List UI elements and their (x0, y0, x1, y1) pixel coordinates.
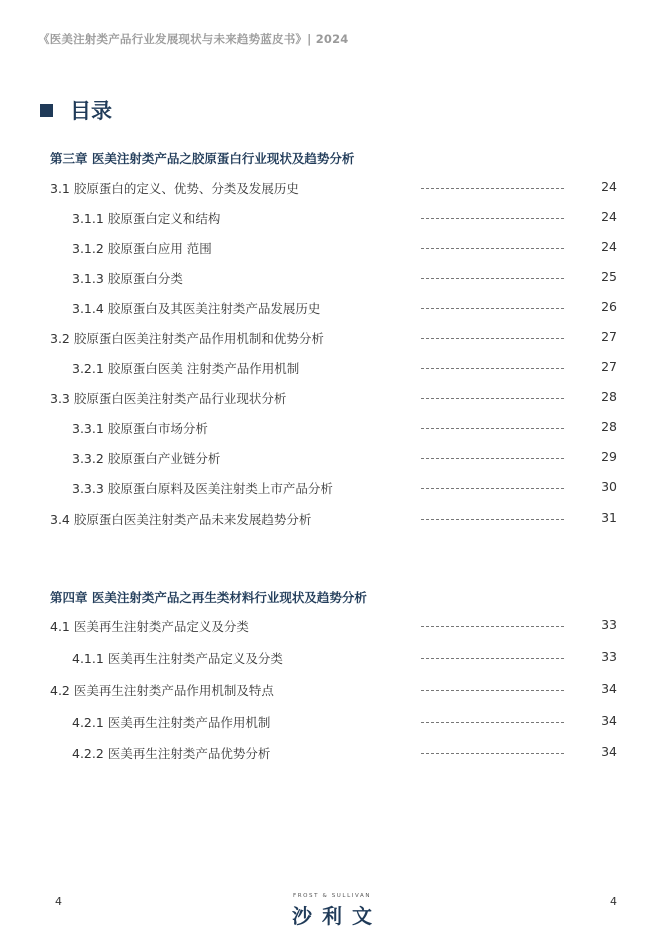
dotted-leader (421, 398, 564, 399)
toc-entry[interactable] (0, 649, 665, 669)
toc-heading (40, 95, 112, 125)
entry-text: 医美再生注射类产品作用机制 (107, 715, 271, 730)
entry-number: 3.1.3 (72, 271, 104, 286)
toc-entry[interactable] (0, 299, 665, 319)
dotted-leader (421, 308, 564, 309)
entry-number: 3.2.1 (72, 361, 104, 376)
entry-text: 胶原蛋白的定义、优势、分类及发展历史 (73, 181, 299, 196)
entry-page: 27 (601, 359, 617, 374)
frost-sullivan-logo (282, 893, 382, 929)
entry-number: 3.3.3 (72, 481, 104, 496)
dotted-leader (421, 188, 564, 189)
dotted-leader (421, 248, 564, 249)
dotted-leader (421, 488, 564, 489)
footer-page-number-right: 4 (610, 895, 617, 908)
toc-entry[interactable] (0, 239, 665, 259)
toc-heading-text: 目录 (70, 99, 112, 123)
dotted-leader (421, 519, 564, 520)
dotted-leader (421, 626, 564, 627)
entry-number: 3.3.1 (72, 421, 104, 436)
document-header: 《医美注射类产品行业发展现状与未来趋势蓝皮书》| 2024 (38, 32, 349, 46)
dotted-leader (421, 690, 564, 691)
logo-chinese: 沙利文 (292, 904, 382, 928)
heading-square-icon (40, 104, 53, 117)
entry-number: 3.1.1 (72, 211, 104, 226)
entry-page: 34 (601, 713, 617, 728)
entry-page: 28 (601, 389, 617, 404)
dotted-leader (421, 658, 564, 659)
dotted-leader (421, 218, 564, 219)
footer-page-number-left: 4 (55, 895, 62, 908)
entry-text: 胶原蛋白及其医美注射类产品发展历史 (107, 301, 321, 316)
dotted-leader (421, 368, 564, 369)
toc-entry[interactable] (0, 479, 665, 499)
toc-entry[interactable] (0, 269, 665, 289)
toc-entry[interactable] (0, 681, 665, 701)
dotted-leader (421, 458, 564, 459)
entry-text: 医美再生注射类产品定义及分类 (107, 651, 283, 666)
entry-page: 25 (601, 269, 617, 284)
entry-number: 4.2.2 (72, 746, 104, 761)
entry-number: 4.2 (50, 683, 70, 698)
entry-number: 3.3.2 (72, 451, 104, 466)
dotted-leader (421, 278, 564, 279)
entry-number: 3.1.2 (72, 241, 104, 256)
toc-entry[interactable] (0, 449, 665, 469)
entry-number: 3.1.4 (72, 301, 104, 316)
entry-number: 3.2 (50, 331, 70, 346)
toc-entry[interactable] (0, 389, 665, 409)
chapter-title: 第四章 医美注射类产品之再生类材料行业现状及趋势分析 (50, 590, 367, 605)
entry-text: 医美再生注射类产品优势分析 (107, 746, 271, 761)
entry-page: 24 (601, 239, 617, 254)
entry-number: 4.2.1 (72, 715, 104, 730)
logo-english: FROST & SULLIVAN (292, 893, 372, 899)
entry-page: 29 (601, 449, 617, 464)
entry-page: 31 (601, 510, 617, 525)
entry-text: 胶原蛋白医美注射类产品作用机制和优势分析 (73, 331, 324, 346)
toc-entry[interactable] (0, 179, 665, 199)
entry-page: 26 (601, 299, 617, 314)
entry-page: 27 (601, 329, 617, 344)
dotted-leader (421, 753, 564, 754)
toc-entry[interactable] (0, 744, 665, 764)
entry-number: 4.1 (50, 619, 70, 634)
entry-number: 3.1 (50, 181, 70, 196)
toc-entry[interactable] (0, 617, 665, 637)
entry-page: 30 (601, 479, 617, 494)
entry-text: 医美再生注射类产品定义及分类 (73, 619, 249, 634)
entry-page: 33 (601, 617, 617, 632)
toc-entry[interactable] (0, 419, 665, 439)
entry-text: 胶原蛋白医美 注射类产品作用机制 (107, 361, 300, 376)
entry-text: 胶原蛋白医美注射类产品未来发展趋势分析 (73, 512, 312, 527)
entry-number: 3.4 (50, 512, 70, 527)
entry-text: 胶原蛋白分类 (107, 271, 183, 286)
chapter-title: 第三章 医美注射类产品之胶原蛋白行业现状及趋势分析 (50, 151, 355, 166)
entry-text: 胶原蛋白定义和结构 (107, 211, 221, 226)
toc-entry[interactable] (0, 329, 665, 349)
entry-page: 28 (601, 419, 617, 434)
toc-entry[interactable] (0, 209, 665, 229)
toc-entry[interactable] (0, 359, 665, 379)
entry-page: 34 (601, 744, 617, 759)
entry-text: 胶原蛋白市场分析 (107, 421, 208, 436)
entry-number: 4.1.1 (72, 651, 104, 666)
entry-number: 3.3 (50, 391, 70, 406)
dotted-leader (421, 338, 564, 339)
entry-page: 34 (601, 681, 617, 696)
entry-page: 24 (601, 179, 617, 194)
toc-entry[interactable] (0, 713, 665, 733)
entry-page: 24 (601, 209, 617, 224)
entry-page: 33 (601, 649, 617, 664)
entry-text: 胶原蛋白医美注射类产品行业现状分析 (73, 391, 287, 406)
entry-text: 胶原蛋白产业链分析 (107, 451, 221, 466)
entry-text: 胶原蛋白原料及医美注射类上市产品分析 (107, 481, 333, 496)
toc-entry[interactable] (0, 510, 665, 530)
dotted-leader (421, 722, 564, 723)
entry-text: 医美再生注射类产品作用机制及特点 (73, 683, 274, 698)
entry-text: 胶原蛋白应用 范围 (107, 241, 212, 256)
dotted-leader (421, 428, 564, 429)
